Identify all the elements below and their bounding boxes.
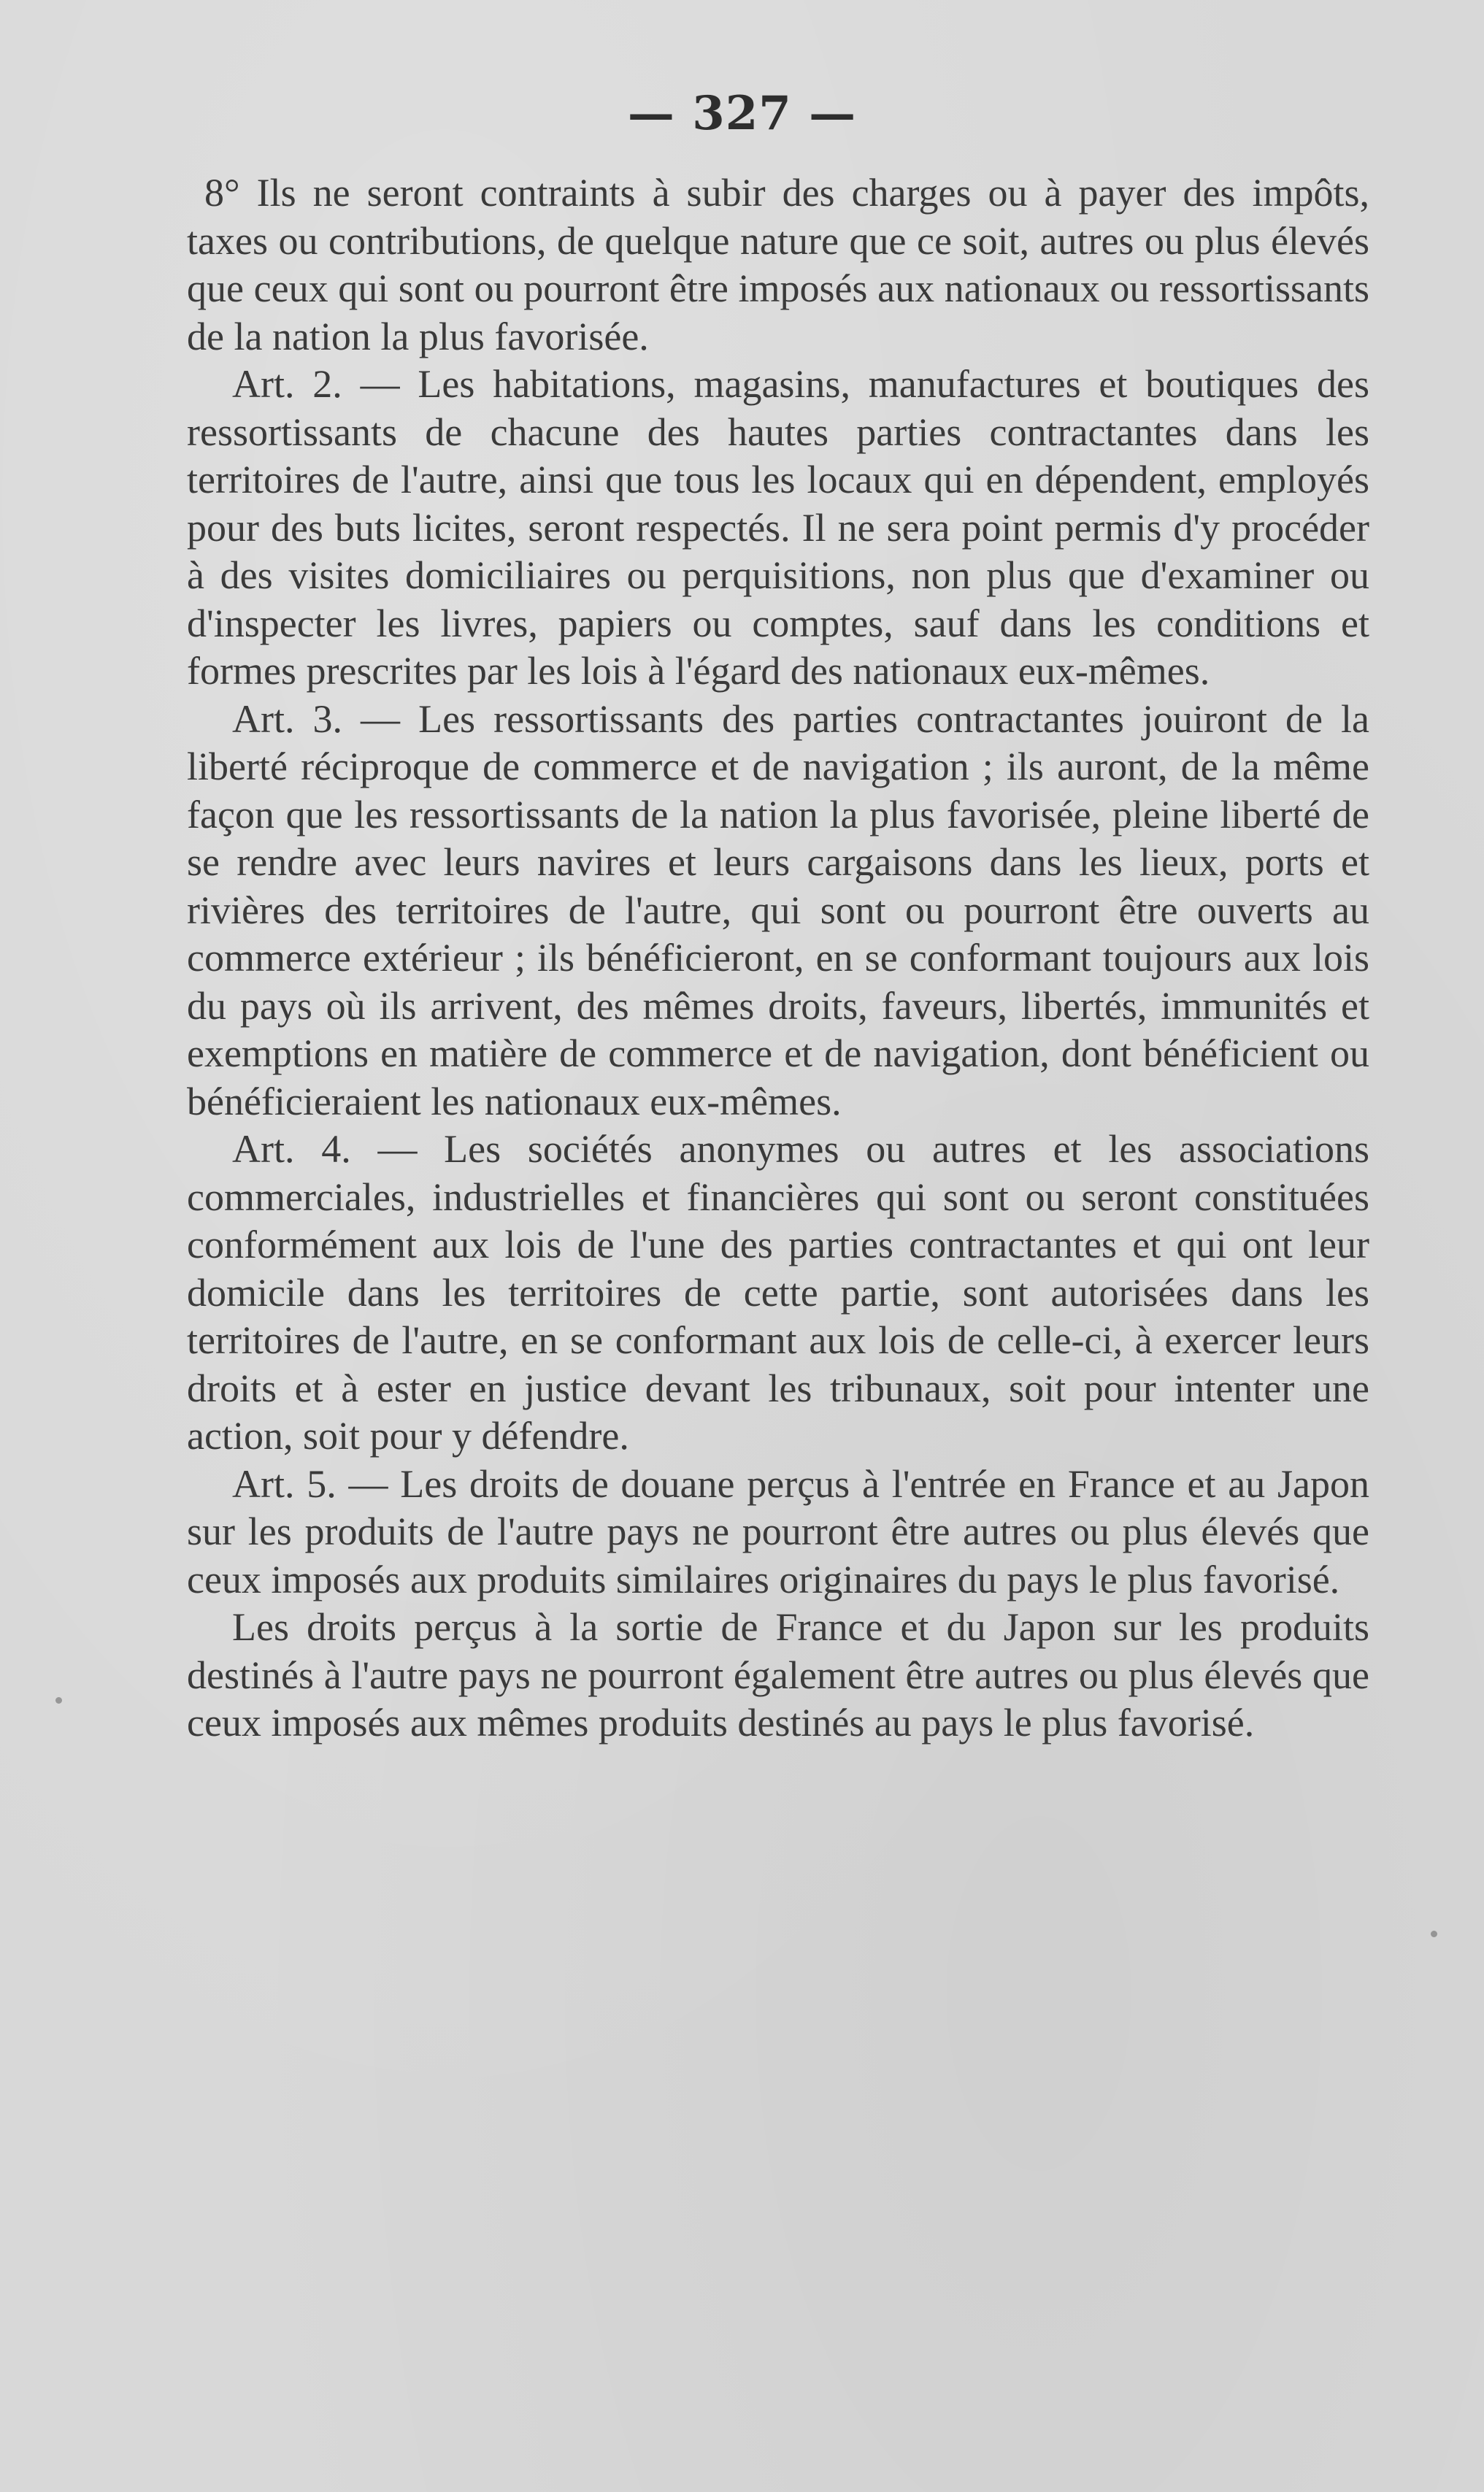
paragraph-art-5: Art. 5. — Les droits de douane perçus à l'entrée en France et au Japon sur les produits de l'autre pays ne pourront être autres ou plus élevés que ceux imposés aux produits similaires originaires du pays le plus favorisé.: [187, 1461, 1369, 1601]
paragraph-8: [187, 169, 1369, 361]
paragraph-art-4: Art. 4. — Les sociétés anonymes ou autres et les associations commerciales, industrielles et financières qui sont ou seront constituées conformément aux lois de l'une des parties contractantes et qui ont leur domicile dans les territoires de cette partie, sont autorisées dans les territoires de l'autre, en se conformant aux lois de celle-ci, à exercer leurs droits et à ester en justice devant les tribunaux, soit pour intenter une action, soit pour y défendre.: [187, 1127, 1369, 1458]
document-body: [187, 169, 1369, 1747]
paragraph-8-text: 8° Ils ne seront contraints à subir des charges ou à payer des impôts, taxes ou contributions, de quelque nature que ce soit, autres ou plus élevés que ceux qui sont ou pourront être imposés aux nationaux ou ressortissants de la nation la plus favorisée.: [187, 171, 1369, 358]
paragraph-art-3: Art. 3. — Les ressortissants des parties contractantes jouiront de la liberté réciproque de commerce et de navigation ; ils auront, de la même façon que les ressortissants de la nation la plus favorisée, pleine liberté de se rendre avec leurs navires et leurs cargaisons dans les lieux, ports et rivières des territoires de l'autre, qui sont ou pourront être ouverts au commerce extérieur ; ils bénéficieront, en se conformant toujours aux lois du pays où ils arrivent, des mêmes droits, faveurs, libertés, immunités et exemptions en matière de commerce et de navigation, dont bénéficient ou bénéficieraient les nationaux eux-mêmes.: [187, 696, 1369, 1123]
paragraph-art-5-exports: Les droits perçus à la sortie de France et du Japon sur les produits destinés à l'autre pays ne pourront également être autres ou plus élevés que ceux imposés aux mêmes produits destinés au pays le plus favorisé.: [187, 1605, 1369, 1745]
paper-speck: [1431, 1931, 1437, 1937]
page-number: — 327 —: [627, 86, 857, 141]
paragraph-art-2: Art. 2. — Les habitations, magasins, manufactures et boutiques des ressortissants de chacune des hautes parties contractantes dans les territoires de l'autre, ainsi que tous les locaux qui en dépendent, employés pour des buts licites, seront respectés. Il ne sera point permis d'y procéder à des visites domiciliaires ou perquisitions, non plus que d'examiner ou d'inspecter les livres, papiers ou comptes, sauf dans les conditions et formes prescrites par les lois à l'égard des nationaux eux-mêmes.: [187, 362, 1369, 693]
paper-speck: [55, 1697, 62, 1704]
